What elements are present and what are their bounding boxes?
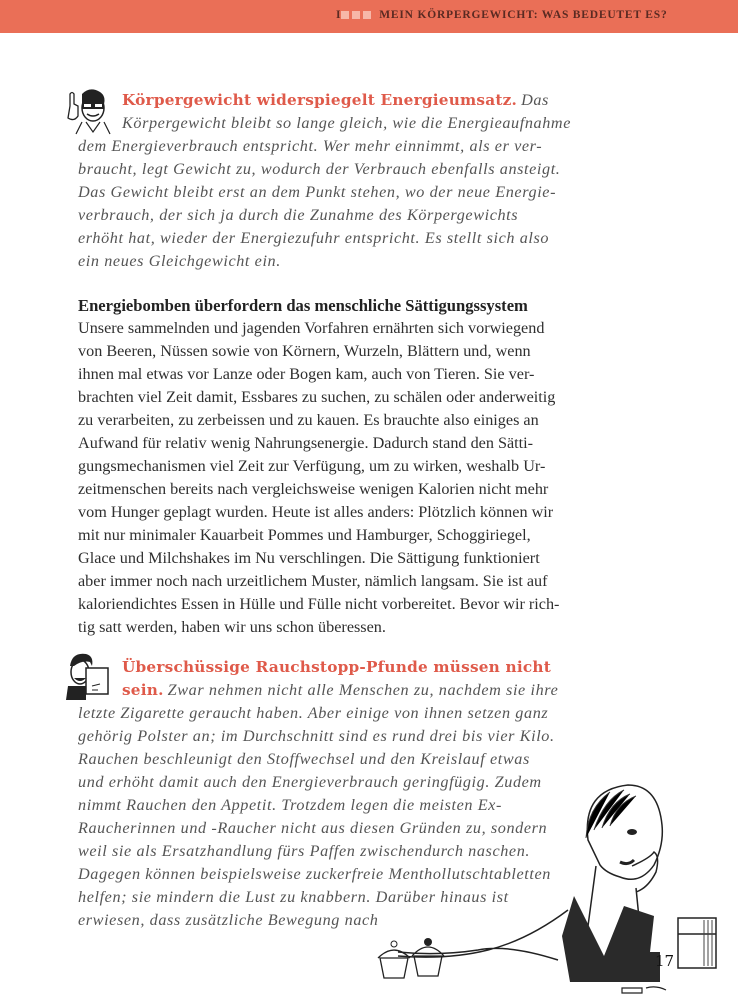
header-band [0, 0, 738, 33]
tip1-text: verbrauch, der sich ja durch die Zunahme des Körpergewichts [78, 206, 519, 224]
tip1-text: braucht, legt Gewicht zu, wodurch der Verbrauch ebenfalls ansteigt. [78, 160, 561, 178]
section-text: tig satt werden, haben wir uns schon überessen. [78, 618, 386, 636]
section-text: aber immer noch nach urzeitlichem Muster, nämlich langsam. Sie ist auf [78, 572, 548, 590]
section-text: ihnen mal etwas vor Lanze oder Bogen kam, auch von Tieren. Sie ver- [78, 365, 535, 383]
tip2-heading: Überschüssige Rauchstopp-Pfunde müssen nicht [122, 658, 551, 676]
section-text: mit nur minimaler Kauarbeit Pommes und Hamburger, Schoggiriegel, [78, 526, 531, 544]
section-heading: Energiebomben überfordern das menschliche Sättigungssystem [78, 296, 528, 315]
chapter-title: MEIN KÖRPERGEWICHT: WAS BEDEUTET ES? [379, 9, 668, 21]
section-text: gungsmechanismen viel Zeit zur Verfügung, um zu wirken, weshalb Ur- [78, 457, 546, 475]
running-head [336, 9, 668, 21]
tip2-text: Zwar nehmen nicht alle Menschen zu, nachdem sie ihre [167, 681, 559, 699]
tip1-text: Das [521, 91, 549, 109]
section-text: zu verarbeiten, zu zerbeissen und zu kauen. Es brauchte also einiges an [78, 411, 539, 429]
tip2-text: Raucherinnen und -Raucher nicht aus diesen Gründen zu, sondern [78, 819, 548, 837]
section-text: kaloriendichtes Essen in Hülle und Fülle nicht vorbereitet. Bevor wir rich- [78, 595, 560, 613]
woman-smoking-with-cupcakes-illustration [370, 770, 738, 995]
tip2-text: gehörig Polster an; im Durchschnitt sind es rund drei bis vier Kilo. [78, 727, 555, 745]
tip2-text: weil sie als Ersatzhandlung fürs Paffen zwischendurch naschen. [78, 842, 531, 860]
tip1-heading: Körpergewicht widerspiegelt Energieumsatz. [122, 91, 518, 109]
man-holding-sign-icon [64, 652, 116, 702]
tip2-text: helfen; sie mindern die Lust zu knabbern. Darüber hinaus ist [78, 888, 509, 906]
tip2-text: Dagegen können beispielsweise zuckerfreie Menthollutschtabletten [78, 865, 551, 883]
tip1-text: dem Energieverbrauch entspricht. Wer mehr einnimmt, als er ver- [78, 137, 543, 155]
tip1-text: Körpergewicht bleibt so lange gleich, wie die Energieaufnahme [122, 114, 572, 132]
section-text: Glace und Milchshakes im Nu verschlingen. Die Sättigung funktioniert [78, 549, 540, 567]
section-text: brachten viel Zeit damit, Essbares zu suchen, zu schälen oder anderweitig [78, 388, 556, 406]
section-text: Aufwand für relativ wenig Nahrungsenergie. Dadurch stand den Sätti- [78, 434, 534, 452]
tip1-text: ein neues Gleichgewicht ein. [78, 252, 281, 270]
tip1-text: Das Gewicht bleibt erst an dem Punkt stehen, wo der neue Energie- [78, 183, 557, 201]
page-number: 17 [655, 952, 675, 970]
tip2-text: Rauchen beschleunigt den Stoffwechsel und den Kreislauf etwas [78, 750, 530, 768]
tip2-text: nimmt Rauchen den Appetit. Trotzdem legen die meisten Ex- [78, 796, 502, 814]
tip1-first-line [122, 91, 549, 110]
section-text: von Beeren, Nüssen sowie von Körnern, Wurzeln, Blättern und, wenn [78, 342, 531, 360]
tip2-heading-line1 [122, 658, 551, 677]
chapter-number: I [336, 9, 342, 21]
tip2-heading-end: sein. [122, 681, 164, 699]
tip2-text: letzte Zigarette geraucht haben. Aber einige von ihnen setzen ganz [78, 704, 549, 722]
decorative-square-icon [363, 11, 371, 19]
section-text: zeitmenschen bereits nach vergleichsweise wenigen Kalorien nicht mehr [78, 480, 549, 498]
tip2-text: und erhöht damit auch den Energieverbrauch geringfügig. Zudem [78, 773, 542, 791]
tip1-text: erhöht hat, wieder der Energiezufuhr entspricht. Es stellt sich also [78, 229, 550, 247]
tip2-first-line [122, 681, 558, 700]
decorative-square-icon [341, 11, 349, 19]
section-text: Unsere sammelnden und jagenden Vorfahren ernährten sich vorwiegend [78, 319, 545, 337]
decorative-square-icon [352, 11, 360, 19]
section-text: vom Hunger geplagt wurden. Heute ist alles anders: Plötzlich können wir [78, 503, 554, 521]
pointing-man-with-glasses-icon [62, 86, 114, 136]
tip2-text: erwiesen, dass zusätzliche Bewegung nach [78, 911, 379, 929]
